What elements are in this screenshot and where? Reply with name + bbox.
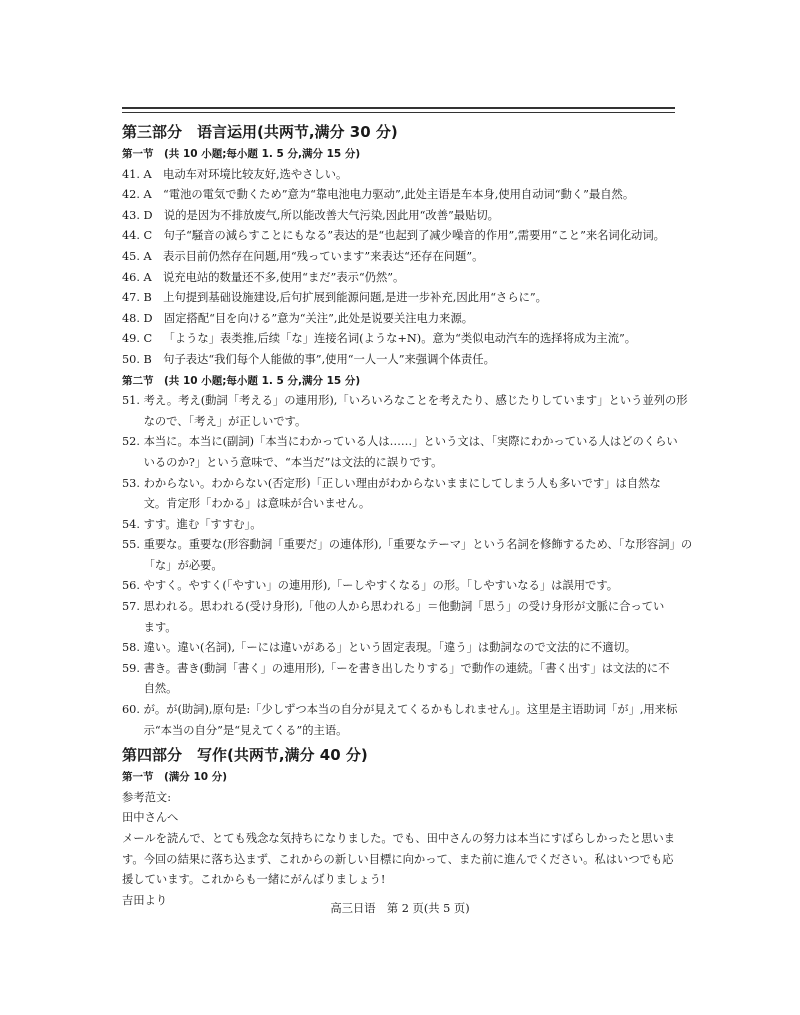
letter-body-line: す。今回の結果に落ち込まず、これからの新しい目標に向かって、また前に進んでください。私はいつでも応	[122, 852, 674, 866]
answer-number: 57.	[122, 600, 144, 614]
answer-item	[122, 247, 678, 268]
explanation-line: 示“本当の自分”是“見えてくる”的主语。	[143, 723, 348, 737]
answer-explanation	[144, 515, 678, 536]
answer-explanation: 句子表达“我们每个人能做的事”,使用“一人一人”来强调个体责任。	[163, 352, 495, 366]
answer-item	[122, 535, 693, 576]
answer-explanation	[144, 576, 678, 597]
answer-explanation	[144, 535, 693, 576]
answer-item	[122, 185, 678, 206]
answer-number: 53.	[122, 476, 144, 490]
answer-number: 44. C	[122, 229, 164, 243]
answer-explanation: 说的是因为不排放废气,所以能改善大气污染,因此用“改善”最贴切。	[163, 208, 499, 222]
answer-number: 52.	[122, 435, 144, 449]
explanation-line: 文。肯定形「わかる」は意味が合いません。	[143, 497, 371, 511]
answer-item	[122, 288, 678, 309]
explanation-line: 本当に。本当に(副詞)「本当にわかっている人は……」という文は、「実際にわかっている人はどのくらい	[143, 435, 678, 449]
answer-item	[122, 165, 678, 186]
page-footer: 高三日语 第 2 页(共 5 页)	[330, 902, 470, 915]
answer-number: 50. B	[122, 352, 164, 366]
explanation-line: 重要な。重要な(形容動詞「重要だ」の連体形),「重要なテーマ」という名詞を修飾するため、「な形容詞」の	[143, 538, 693, 552]
explanation-line: いるのか?」という意味で、“本当だ”は文法的に誤りです。	[143, 455, 443, 469]
answer-explanation	[144, 391, 688, 432]
answer-item	[122, 515, 678, 536]
answer-number: 45. A	[122, 249, 164, 263]
answer-number: 59.	[122, 661, 144, 675]
answer-item	[122, 432, 678, 473]
part3-title: 第三部分 语言运用(共两节,满分 30 分)	[122, 123, 398, 141]
answer-number: 41. A	[122, 167, 164, 181]
answer-explanation: “電池の電気で動くため”意为“靠电池电力驱动”,此处主语是车本身,使用自动词“動く”最自然。	[163, 188, 635, 202]
explanation-line: ます。	[143, 620, 177, 634]
answer-item	[122, 329, 678, 350]
answer-item	[122, 226, 678, 247]
answer-item	[122, 474, 678, 515]
part3-section2-title: 第二节 (共 10 小题;每小题 1. 5 分,满分 15 分)	[122, 374, 361, 387]
header-rule-thin	[122, 112, 675, 113]
answer-number: 42. A	[122, 188, 164, 202]
section2-answer-list	[122, 391, 693, 741]
answer-explanation: 上句提到基础设施建设,后句扩展到能源问题,是进一步补充,因此用“さらに”。	[163, 291, 547, 305]
answer-item	[122, 206, 678, 227]
answer-content	[122, 118, 693, 911]
answer-explanation: 说充电站的数量还不多,使用“まだ”表示“仍然”。	[163, 270, 405, 284]
answer-number: 49. C	[122, 332, 164, 346]
explanation-line: やすく。やすく(「やすい」の連用形),「ーしやすくなる」の形。「しやすいなる」は誤用です。	[143, 579, 619, 593]
answer-number: 60.	[122, 703, 144, 717]
explanation-line: 考え。考え(動詞「考える」の連用形),「いろいろなことを考えたり、感じたりしています」という並列の形	[143, 394, 688, 408]
answer-number: 43. D	[122, 208, 164, 222]
letter-closing: 吉田より	[122, 893, 168, 907]
explanation-line: 「な」が必要。	[143, 558, 223, 572]
answer-number: 47. B	[122, 291, 164, 305]
header-rule	[122, 107, 675, 109]
sample-label: 参考范文:	[122, 790, 171, 804]
answer-item	[122, 576, 678, 597]
explanation-line: 書き。書き(動詞「書く」の連用形),「ーを書き出したりする」で動作の連続。「書く出す」は文法的に不	[143, 661, 670, 675]
answer-explanation	[144, 638, 678, 659]
answer-number: 51.	[122, 394, 144, 408]
answer-item	[122, 638, 678, 659]
letter-greeting: 田中さんへ	[122, 811, 179, 825]
answer-number: 54.	[122, 517, 144, 531]
answer-item	[122, 659, 678, 700]
letter-body-line: メールを読んで、とても残念な気持ちになりました。でも、田中さんの努力は本当にすばらしかったと思いま	[122, 832, 676, 845]
answer-item	[122, 700, 678, 741]
answer-item	[122, 309, 678, 330]
explanation-line: すす。進む「すすむ」。	[143, 517, 262, 531]
explanation-line: わからない。わからない(否定形)「正しい理由がわからないままにしてしまう人も多いです」は自然な	[143, 476, 661, 490]
answer-explanation	[144, 597, 678, 638]
answer-explanation: 「ような」表类推,后续「な」连接名词(ような+N)。意为“类似电动汽车的选择将成为主流”。	[163, 332, 637, 346]
part3-section1-title: 第一节 (共 10 小题;每小题 1. 5 分,满分 15 分)	[122, 148, 361, 160]
explanation-line: 自然。	[143, 682, 178, 696]
explanation-line: 思われる。思われる(受け身形),「他の人から思われる」＝他動詞「思う」の受け身形が文脈に合ってい	[143, 600, 665, 614]
answer-explanation: 表示目前仍然存在问题,用“残っています”来表达“还存在问题”。	[163, 249, 484, 263]
answer-explanation	[144, 474, 678, 515]
letter-body-line: 援しています。これからも一緒にがんばりましょう!	[122, 873, 386, 887]
part4-section1-title: 第一节 (满分 10 分)	[122, 771, 228, 784]
answer-number: 56.	[122, 579, 144, 593]
answer-number: 58.	[122, 641, 144, 655]
answer-number: 46. A	[122, 270, 164, 284]
explanation-line: 違い。違い(名詞),「ーには違いがある」という固定表現。「違う」は動詞なので文法的に不適切。	[143, 641, 637, 655]
part4-title: 第四部分 写作(共两节,满分 40 分)	[122, 746, 368, 765]
answer-explanation: 固定搭配“目を向ける”意为“关注”,此处是说要关注电力来源。	[163, 311, 474, 325]
answer-item	[122, 268, 678, 289]
answer-item	[122, 597, 678, 638]
answer-number: 48. D	[122, 311, 164, 325]
explanation-line: なので、「考え」が正しいです。	[143, 414, 307, 428]
answer-explanation	[144, 700, 678, 741]
answer-item	[122, 391, 688, 432]
answer-number: 55.	[122, 538, 144, 552]
answer-item	[122, 350, 678, 371]
answer-explanation	[144, 659, 678, 700]
explanation-line: が。が(助詞),原句是:「少しずつ本当の自分が見えてくるかもしれません」。这里是主语助词「が」,用来标	[143, 703, 678, 717]
answer-explanation: 句子“騒音の減らすことにもなる”表达的是“也起到了减少噪音的作用”,需要用“こと”来名词化动词。	[163, 229, 665, 243]
section1-answer-list	[122, 165, 678, 371]
answer-explanation: 电动车对环境比较友好,选やさしい。	[163, 167, 348, 181]
answer-explanation	[144, 432, 678, 473]
